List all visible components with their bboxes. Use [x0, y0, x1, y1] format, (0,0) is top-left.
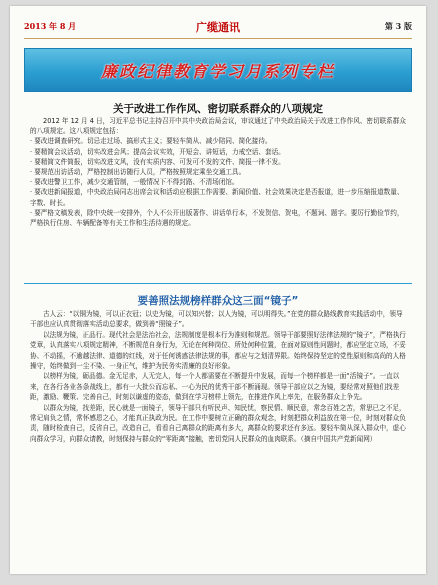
article-2-paragraph: 以法规为镜，正品行。现代社会是法治社会，法规制度是根本行为准则和规范。领导干部要照好法律法规的“镜子”，严格执行党章，认真落实八项规定精神，不断规范自身行为，无论在何种岗位、所处何种位置，在面对原则性问题时，都应坚定立场，不妥协、不动摇，不逾越法律、道德的红线，对于任何诱惑法律法规的事，都应与之划清界限。始终保持坚定的党性原则和高尚的人格操守，始终做到一尘不染、一身正气，维护为民务实清廉的良好形象。 [30, 330, 406, 371]
column-banner [24, 48, 412, 92]
article-2-paragraph: 以榜样为镜，砺品德。金无足赤，人无完人，每一个人都需要在不断提升中发展，而每一个榜样都是一面“活镜子”。一直以来，在各行各业各条战线上，都有一大批公而忘私、一心为民的优秀干部不断涌现。领导干部应以之为镜，要经常对照他们找差距，激励、鞭策、完善自己，时刻以谦虚的姿态，做到在学习榜样上领先，在推进作风上率先，在服务群众上争先。 [30, 372, 400, 402]
page-header [24, 18, 412, 39]
article-2-paragraph: 古人云：“以铜为镜，可以正衣冠；以史为镜，可以知兴替；以人为镜，可以明得失。”在党的群众路线教育实践活动中，领导干部也应认真贯彻落实活动总要求，做到善“照镜子”。 [30, 310, 403, 329]
article-2-paragraph: 以群众为镜，找差距，民心就是一面镜子，领导干部只有听民声、知民忧，察民情、顺民意，常念百姓之苦，常思已之不足，常记肩负之情，常怀感恩之心，才能真正执政为民。在工作中要树立正确的群众观念，时刻把群众利益放在第一位，时刻对群众负责，随时检查自己，反省自己，改造自己，看看自己离群众的距离有多大，离群众的要求还有多远。要轻车简从深入群众中，虚心向群众学习，向群众请教，时刻保持与群众的“零距离”接触，密切党同人民群众的血肉联系。（摘自中国共产党新闻网） [30, 403, 406, 443]
issue-date: 2013 年 8 月 [24, 21, 77, 31]
page-number: 第 3 版 [384, 21, 412, 31]
article-1-paragraph: 2012 年 12 月 4 日，习近平总书记主持召开中共中央政治局会议，审议通过了中央政治局关于改进工作作风、密切联系群众的八项规定。这八项规定包括： [30, 117, 406, 136]
banner-title: 廉政纪律教育学习月系列专栏 [100, 61, 335, 81]
article-1-title: 关于改进工作作风、密切联系群众的八项规定 [113, 103, 323, 115]
article-1-paragraph: · 要精简文件简报，切实改进文风，没有实质内容、可发可不发的文件、简报一律不发。 [30, 157, 285, 166]
article-1-paragraph: · 要规范出访活动，严格控制出访随行人员，严格按照规定乘坐交通工具。 [30, 168, 246, 177]
article-2-title: 要善照法规榜样群众这三面“镜子” [137, 295, 299, 307]
article-1-paragraph: · 要改进新闻报道，中央政治局同志出席会议和活动应根据工作需要、新闻价值、社会效果决定是否报道，进一步压缩报道数量、字数、时长。 [30, 188, 404, 207]
article-1-paragraph: · 要严格文稿发表，除中央统一安排外，个人不公开出版著作、讲话单行本，不发贺信、贺电，不题词、题字。要厉行勤俭节约，严格执行住房、车辆配备等有关工作和生活待遇的规定。 [30, 208, 404, 228]
article-2-body [30, 309, 408, 444]
section-divider [24, 283, 412, 284]
newsletter-page [10, 6, 426, 574]
publication-name: 广缆通讯 [196, 21, 240, 34]
article-1-paragraph: · 要精简会议活动，切实改进会风；提高会议实效，开短会、讲短话，力戒空话、套话。 [30, 147, 285, 156]
article-1-body [30, 116, 408, 228]
article-1-paragraph: · 要改进警卫工作，减少交通管制，一般情况下不得封路、不清场闭馆。 [30, 178, 239, 187]
article-1-paragraph: · 要改进调查研究。切忌走过场、搞形式主义；要轻车简从、减少陪同、简化接待。 [30, 137, 272, 146]
